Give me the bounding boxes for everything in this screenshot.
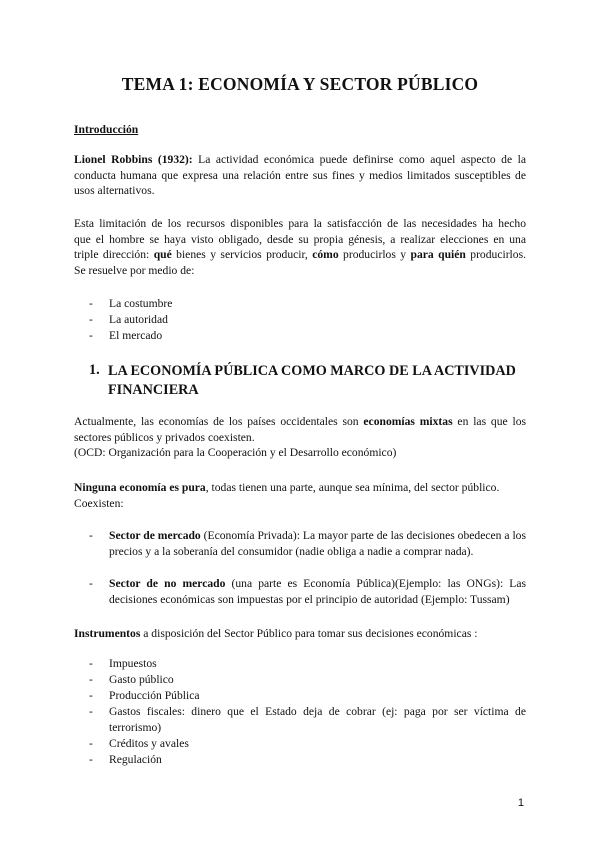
sector-market-text: (Economía Privada): La mayor parte de las decisiones obedecen a los precios y a la soberanía del consumidor (nadie obliga a nadie a comprar nada). (109, 529, 526, 558)
limitation-text-b: bienes y servicios producir, (171, 248, 313, 262)
robbins-paragraph (74, 152, 526, 199)
limitation-como: cómo (312, 248, 339, 262)
mixed-bold: economías mixtas (363, 415, 453, 428)
page-title: TEMA 1: ECONOMÍA Y SECTOR PÚBLICO (121, 74, 479, 94)
bullet-dash: - (89, 705, 93, 718)
sector-market-bold: Sector de mercado (109, 529, 201, 542)
limitation-line-2: que el hombre se haya visto obligado, desde su propia génesis, a realizar elecciones en una (74, 232, 526, 246)
ninguna-paragraph (74, 480, 526, 511)
bullet-dash: - (89, 577, 93, 590)
ocd-note: (OCD: Organización para la Cooperación y el Desarrollo económico) (74, 446, 397, 460)
robbins-author: Lionel Robbins (1932): (74, 153, 193, 166)
limitation-paragraph (74, 216, 526, 278)
list-item-text: Créditos y avales (109, 737, 189, 750)
list-item-text: La autoridad (109, 313, 168, 326)
list-item-text: El mercado (109, 329, 163, 342)
robbins-text: La actividad económica puede definirse como aquel aspecto de la conducta humana que expresa una relación entre sus fines y medios limitados susceptibles de usos alternativos. (74, 153, 526, 198)
mixed-economy-paragraph (74, 414, 526, 461)
list-item-text: La costumbre (109, 297, 173, 310)
list-item-text: Gasto público (109, 673, 174, 686)
bullet-dash: - (89, 737, 93, 750)
limitation-line-4: Se resuelve por medio de: (74, 263, 195, 277)
sector-market (109, 528, 526, 559)
ninguna-text: , todas tienen una parte, aunque sea mínima, del sector público. Coexisten: (74, 481, 500, 510)
list-item-text: Producción Pública (109, 689, 200, 702)
bullet-dash: - (89, 689, 93, 702)
section-heading: LA ECONOMÍA PÚBLICA COMO MARCO DE LA ACTIVIDAD FINANCIERA (108, 363, 516, 398)
limitation-para-quien: para quién (410, 248, 466, 262)
limitation-line-1: Esta limitación de los recursos disponibles para la satisfacción de las necesidades ha hecho (74, 217, 526, 230)
limitation-text-d: producirlos. (465, 248, 526, 262)
bullet-dash: - (89, 529, 93, 542)
sector-non-market-bold: Sector de no mercado (109, 577, 226, 590)
mixed-text-a: Actualmente, las economías de los países occidentales son (74, 415, 364, 428)
bullet-dash: - (89, 329, 93, 342)
bullet-dash: - (89, 753, 93, 766)
intro-heading (74, 122, 526, 138)
instruments-bold: Instrumentos (74, 627, 141, 640)
limitation-text-c: producirlos y (338, 248, 411, 262)
sector-non-market-text: (una parte es Economía Pública)(Ejemplo: las ONGs): Las decisiones económicas son impuestas por el principio de autoridad (Ejemplo: Tussam) (109, 577, 527, 606)
limitation-text-a: triple dirección: (74, 248, 154, 262)
section-number: 1. (89, 362, 100, 378)
page-number: 1 (517, 797, 524, 809)
list-item-text: Gastos fiscales: dinero que el Estado deja de cobrar (ej: paga por ser víctima de terrorismo) (109, 705, 526, 734)
bullet-dash: - (89, 657, 93, 670)
bullet-dash: - (89, 673, 93, 686)
bullet-dash: - (89, 313, 93, 326)
list-item-text: Impuestos (109, 657, 157, 670)
ninguna-bold: Ninguna economía es pura (74, 481, 206, 494)
instruments-text: a disposición del Sector Público para tomar sus decisiones económicas : (140, 627, 478, 640)
sector-non-market (109, 576, 526, 607)
bullet-dash: - (89, 297, 93, 310)
intro-heading-text: Introducción (74, 123, 139, 136)
list-item-text: Regulación (109, 753, 162, 766)
limitation-que: qué (153, 248, 172, 262)
limitation-line-3 (74, 247, 526, 263)
mixed-text-b: en las que los sectores públicos y privados coexisten. (74, 415, 527, 444)
instruments-paragraph (74, 626, 526, 642)
